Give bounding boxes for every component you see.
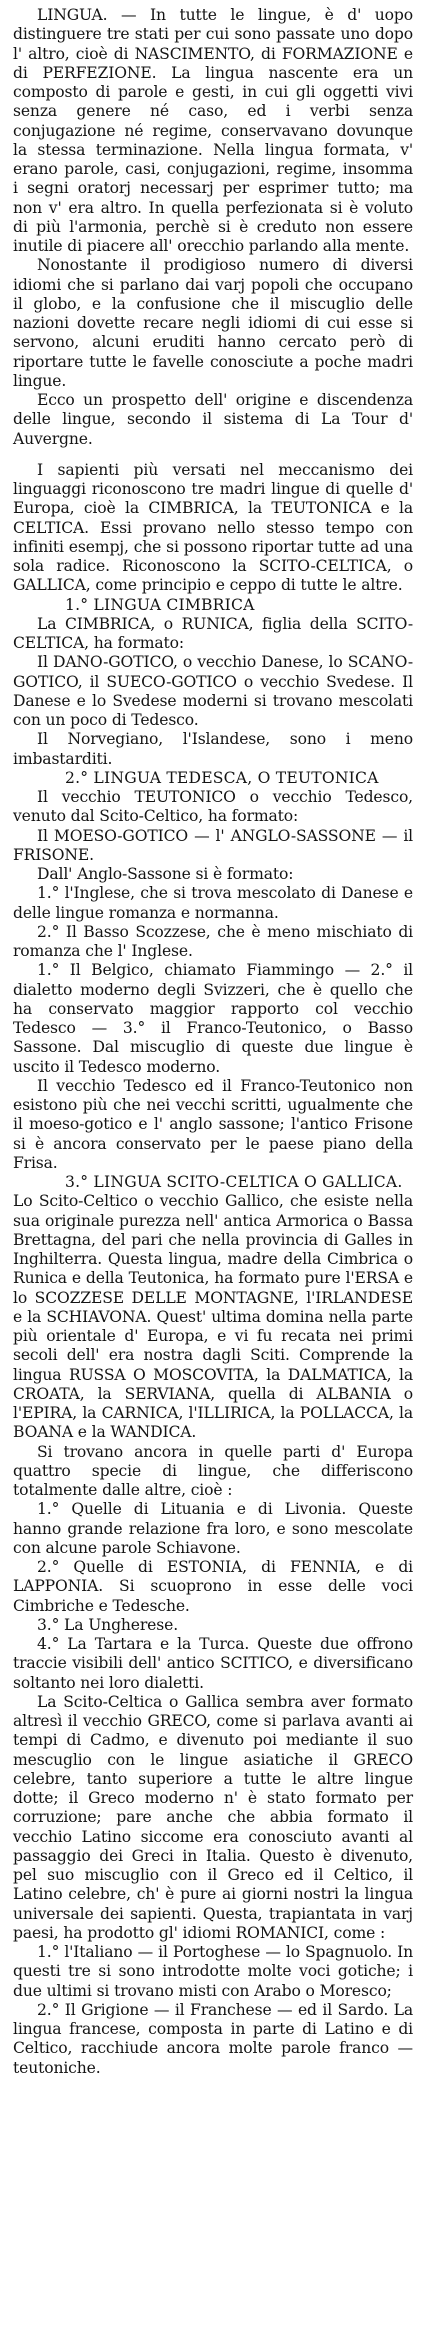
list-item-tartara: 4.° La Tartara e la Turca. Queste due offrono traccie visibili dell' antico SCITICO, e diversificano soltanto nei loro dialetti. — [13, 1635, 413, 1692]
list-item-ungherese: 3.° La Ungherese. — [37, 1615, 178, 1634]
paragraph-greco-latino: La Scito-Celtica o Gallica sembra aver formato altresì il vecchio GRECO, come si parlava avanti ai tempi di Cadmo, e divenuto poi mediante il suo mescuglio con le lingue asiatiche il GRECO celebre, tanto superiore a tutte le altre lingue dotte; il Greco moderno n' è stato formato per corruzione; pare anche che abbia formato il vecchio Latino siccome era conosciuto avanti al passaggio dei Greci in Italia. Questo è divenuto, pel suo miscuglio con il Greco ed il Celtico, il Latino celebre, ch' è pure ai giorni nostri la lingua universale dei sapienti. Questa, trapiantata in varj paesi, ha prodotto gl' idiomi ROMANICI, come : — [13, 1692, 413, 1942]
list-item-inglese: 1.° l'Inglese, che si trova mescolato di Danese e delle lingue romanza e normanna. — [13, 884, 413, 922]
list-item-grigione: 2.° Il Grigione — il Franchese — ed il Sardo. La lingua francese, composta in parte di Latino e di Celtico, racchiude ancora molte parole franco — teutoniche. — [13, 2000, 413, 2077]
article-column — [13, 6, 413, 2078]
paragraph-diverse-idioms: Nonostante il prodigioso numero di diversi idiomi che si parlano dai varj popoli che occupano il globo, e la confusione che il miscuglio delle nazioni dovette recare negli idiomi di cui esse si servono, alcuni eruditi hanno cercato però di riportare tutte le favelle conosciute a poche madri lingue. — [13, 256, 413, 390]
paragraph-cimbrica-formed: La CIMBRICA, o RUNICA, figlia della SCITO-CELTICA, ha formato: — [13, 614, 413, 652]
paragraph-moeso-gotico: Il MOESO-GOTICO — l' ANGLO-SASSONE — il FRISONE. — [13, 826, 413, 864]
paragraph-dano-gotico: Il DANO-GOTICO, o vecchio Danese, lo SCANO-GOTICO, il SUECO-GOTICO o vecchio Svedese. Il Danese e lo Svedese moderni si trovano mescolati con un poco di Tedesco. — [13, 653, 413, 729]
paragraph-vecchio-tedesco: Il vecchio Tedesco ed il Franco-Teutonico non esistono più che nei vecchi scritti, ugualmente che il moeso-gotico e l' anglo sassone; l'antico Frisone si è ancora conservato per le paese piano della Frisa. — [13, 1076, 413, 1172]
paragraph-prospect-intro: Ecco un prospetto dell' origine e discendenza delle lingue, secondo il sistema di La Tour d' Auvergne. — [13, 391, 413, 448]
list-item-belgico: 1.° Il Belgico, chiamato Fiammingo — 2.° il dialetto moderno degli Svizzeri, che è quello che ha conservato maggior rapporto col vecchio Tedesco — 3.° il Franco-Teutonico, o Basso Sassone. Dal miscuglio di queste due lingue è uscito il Tedesco moderno. — [13, 961, 413, 1076]
paragraph-quattro-specie: Si trovano ancora in quelle parti d' Europa quattro specie di lingue, che differiscono totalmente dalle altre, cioè : — [13, 1442, 413, 1499]
paragraph-lingua-definition: LINGUA. — In tutte le lingue, è d' uopo distinguere tre stati per cui sono passate uno dopo l' altro, cioè di NASCIMENTO, di FORMAZIONE e di PERFEZIONE. La lingua nascente era un composto di parole e gesti, in cui gli oggetti vivi senza genere né caso, ed i verbi senza conjugazione né regime, conservavano dovunque la stessa terminazione. Nella lingua formata, v' erano parole, casi, conjugazioni, regime, insomma i segni oratorj necessarj per esprimer tutto; ma non v' era altro. In quella perfezionata si è voluto di più l'armonia, perchè si è creduto non essere inutile di piacere all' orecchio parlando alla mente. — [13, 6, 413, 255]
heading-lingua-scito-celtica: 3.° LINGUA SCITO-CELTICA O GALLICA. — [65, 1173, 403, 1191]
list-item-estonia: 2.° Quelle di ESTONIA, di FENNIA, e di LAPPONIA. Si scuoprono in esse delle voci Cimbriche e Tedesche. — [13, 1558, 413, 1615]
paragraph-norvegiano: Il Norvegiano, l'Islandese, sono i meno imbastarditi. — [13, 730, 413, 768]
list-item-italiano: 1.° l'Italiano — il Portoghese — lo Spagnuolo. In questi tre si sono introdotte molte voci gotiche; i due ultimi si trovano misti con Arabo o Moresco; — [13, 1943, 413, 2000]
paragraph-anglo-sassone: Dall' Anglo-Sassone si è formato: — [37, 865, 294, 883]
paragraph-vecchio-teutonico: Il vecchio TEUTONICO o vecchio Tedesco, venuto dal Scito-Celtico, ha formato: — [13, 788, 413, 826]
heading-lingua-cimbrica: 1.° LINGUA CIMBRICA — [65, 595, 255, 614]
paragraph-three-mother-tongues: I sapienti più versati nel meccanismo dei linguaggi riconoscono tre madri lingue di quelle d' Europa, cioè la CIMBRICA, la TEUTONICA e la CELTICA. Essi provano nello stesso tempo con infiniti esempj, che si possono riportar tutte ad una sola radice. Riconoscono la SCITO-CELTICA, o GALLICA, come principio e ceppo di tutte le altre. — [13, 460, 413, 595]
list-item-basso-scozzese: 2.° Il Basso Scozzese, che è meno mischiato di romanza che l' Inglese. — [13, 922, 413, 960]
paragraph-scito-celtico: Lo Scito-Celtico o vecchio Gallico, che esiste nella sua originale purezza nell' antica Armorica o Bassa Brettagna, del pari che nella provincia di Galles in Inghilterra. Questa lingua, madre della Cimbrica o Runica e della Teutonica, ha formato pure l'ERSA e lo SCOZZESE DELLE MONTAGNE, l'IRLANDESE e la SCHIAVONA. Quest' ultima domina nella parte più orientale d' Europa, e vi fu recata nei primi secoli dell' era nostra dagli Sciti. Comprende la lingua RUSSA O MOSCOVITA, la DALMATICA, la CROATA, la SERVIANA, quella di ALBANIA o l'EPIRA, la CARNICA, l'ILLIRICA, la POLLACCA, la BOANA e la WANDICA. — [13, 1192, 413, 1442]
section-gap — [13, 449, 413, 461]
heading-lingua-tedesca: 2.° LINGUA TEDESCA, O TEUTONICA — [65, 768, 379, 787]
list-item-lituania: 1.° Quelle di Lituania e di Livonia. Queste hanno grande relazione fra loro, e sono mescolate con alcune parole Schiavone. — [13, 1500, 413, 1557]
